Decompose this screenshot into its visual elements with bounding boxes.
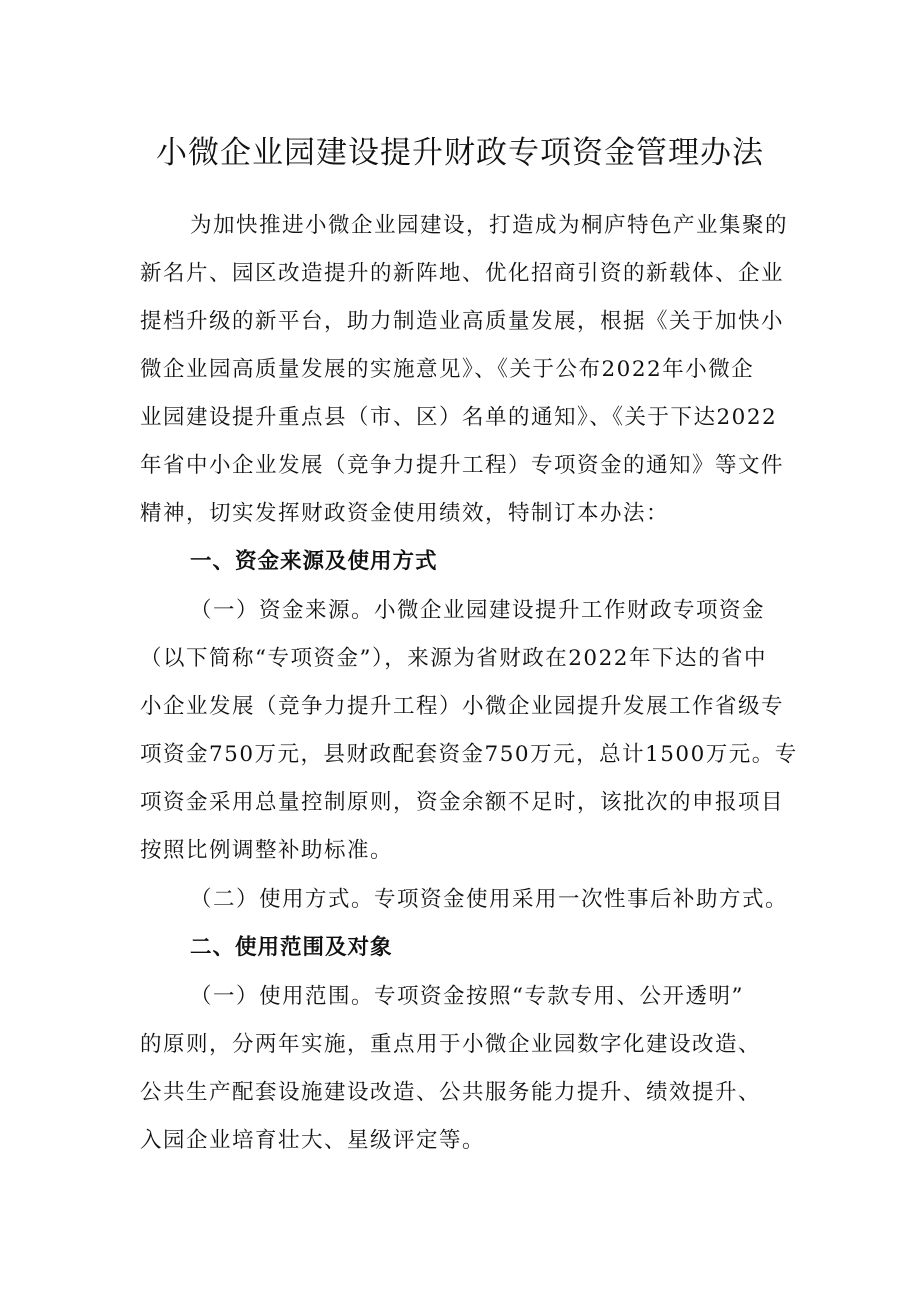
paragraph-line: 提档升级的新平台，助力制造业高质量发展，根据《关于加快小 (140, 309, 785, 334)
paragraph-line: 入园企业培育壮大、星级评定等。 (140, 1128, 486, 1153)
paragraph-line: 公共生产配套设施建设改造、公共服务能力提升、绩效提升、 (140, 1080, 762, 1105)
paragraph-line: 小企业发展（竞争力提升工程）小微企业园提升发展工作省级专 (140, 694, 785, 719)
paragraph-line: 精神，切实发挥财政资金使用绩效，特制订本办法： (140, 501, 670, 526)
paragraph-line: 微企业园高质量发展的实施意见》、《关于公布2022年小微企 (140, 357, 755, 382)
paragraph-line: 按照比例调整补助标准。 (140, 838, 394, 863)
paragraph-line: 年省中小企业发展（竞争力提升工程）专项资金的通知》等文件 (140, 453, 785, 478)
section-heading: 一、资金来源及使用方式 (190, 549, 438, 574)
paragraph-line: 项资金750万元，县财政配套资金750万元，总计1500万元。专 (140, 742, 798, 767)
document-title: 小微企业园建设提升财政专项资金管理办法 (156, 135, 764, 171)
paragraph-line: （以下简称“专项资金”），来源为省财政在2022年下达的省中 (140, 646, 767, 671)
section-heading: 二、使用范围及对象 (190, 935, 393, 960)
paragraph-line: 为加快推进小微企业园建设，打造成为桐庐特色产业集聚的 (190, 213, 789, 238)
paragraph-line: 新名片、园区改造提升的新阵地、优化招商引资的新载体、企业 (140, 261, 785, 286)
paragraph-line: 项资金采用总量控制原则，资金余额不足时，该批次的申报项目 (140, 790, 785, 815)
paragraph-line: （一）资金来源。小微企业园建设提升工作财政专项资金 (190, 598, 766, 623)
paragraph-line: 业园建设提升重点县（市、区）名单的通知》、《关于下达2022 (140, 405, 778, 430)
paragraph-line: （二）使用方式。专项资金使用采用一次性事后补助方式。 (190, 887, 789, 912)
paragraph-line: 的原则，分两年实施，重点用于小微企业园数字化建设改造、 (140, 1032, 762, 1057)
paragraph-line: （一）使用范围。专项资金按照“专款专用、公开透明” (190, 984, 744, 1009)
